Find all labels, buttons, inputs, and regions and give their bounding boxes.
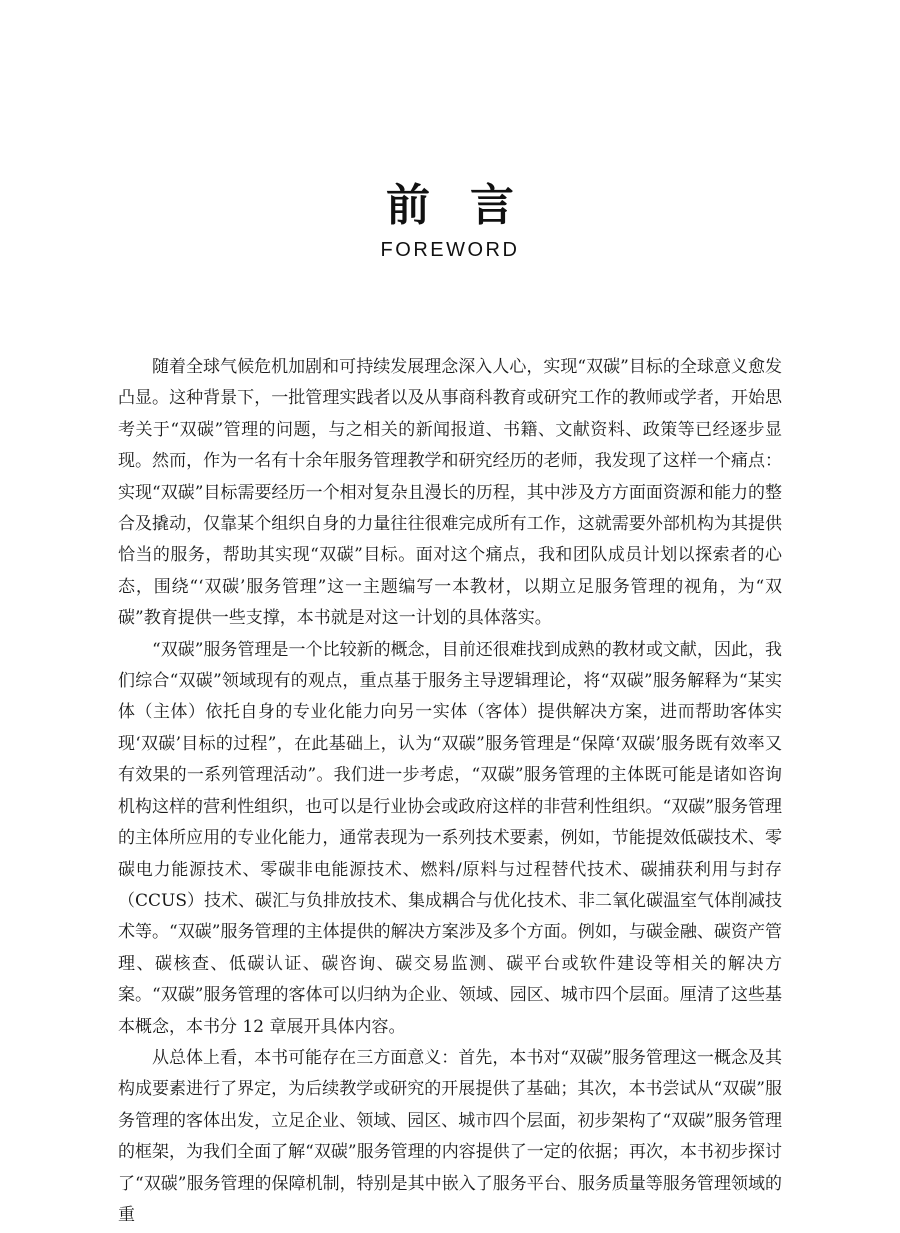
page-subtitle: FOREWORD	[380, 239, 520, 261]
foreword-body	[118, 352, 782, 1231]
foreword-heading	[0, 178, 900, 264]
page-title: 前言	[386, 180, 554, 231]
paragraph-3: 从总体上看，本书可能存在三方面意义：首先，本书对“双碳”服务管理这一概念及其构成要素进行了界定，为后续教学或研究的开展提供了基础；其次，本书尝试从“双碳”服务管理的客体出发，立足企业、领域、园区、城市四个层面，初步架构了“双碳”服务管理的框架，为我们全面了解“双碳”服务管理的内容提供了一定的依据；再次，本书初步探讨了“双碳”服务管理的保障机制，特别是其中嵌入了服务平台、服务质量等服务管理领域的重	[118, 1047, 782, 1225]
paragraph-2: “双碳”服务管理是一个比较新的概念，目前还很难找到成熟的教材或文献，因此，我们综合“双碳”领域现有的观点，重点基于服务主导逻辑理论，将“双碳”服务解释为“某实体（主体）依托自身的专业化能力向另一实体（客体）提供解决方案，进而帮助客体实现‘双碳’目标的过程”，在此基础上，认为“双碳”服务管理是“保障‘双碳’服务既有效率又有效果的一系列管理活动”。我们进一步考虑，“双碳”服务管理的主体既可能是诸如咨询机构这样的营利性组织，也可以是行业协会或政府这样的非营利性组织。“双碳”服务管理的主体所应用的专业化能力，通常表现为一系列技术要素，例如，节能提效低碳技术、零碳电力能源技术、零碳非电能源技术、燃料/原料与过程替代技术、碳捕获利用与封存（CCUS）技术、碳汇与负排放技术、集成耦合与优化技术、非二氧化碳温室气体削减技术等。“双碳”服务管理的主体提供的解决方案涉及多个方面。例如，与碳金融、碳资产管理、碳核查、低碳认证、碳咨询、碳交易监测、碳平台或软件建设等相关的解决方案。“双碳”服务管理的客体可以归纳为企业、领域、园区、城市四个层面。厘清了这些基本概念，本书分 12 章展开具体内容。	[118, 639, 782, 1037]
paragraph-1: 随着全球气候危机加剧和可持续发展理念深入人心，实现“双碳”目标的全球意义愈发凸显。这种背景下，一批管理实践者以及从事商科教育或研究工作的教师或学者，开始思考关于“双碳”管理的问题，与之相关的新闻报道、书籍、文献资料、政策等已经逐步显现。然而，作为一名有十余年服务管理教学和研究经历的老师，我发现了这样一个痛点：实现“双碳”目标需要经历一个相对复杂且漫长的历程，其中涉及方方面面资源和能力的整合及撬动，仅靠某个组织自身的力量往往很难完成所有工作，这就需要外部机构为其提供恰当的服务，帮助其实现“双碳”目标。面对这个痛点，我和团队成员计划以探索者的心态，围绕“‘双碳’服务管理”这一主题编写一本教材，以期立足服务管理的视角，为“双碳”教育提供一些支撑，本书就是对这一计划的具体落实。	[118, 357, 782, 629]
